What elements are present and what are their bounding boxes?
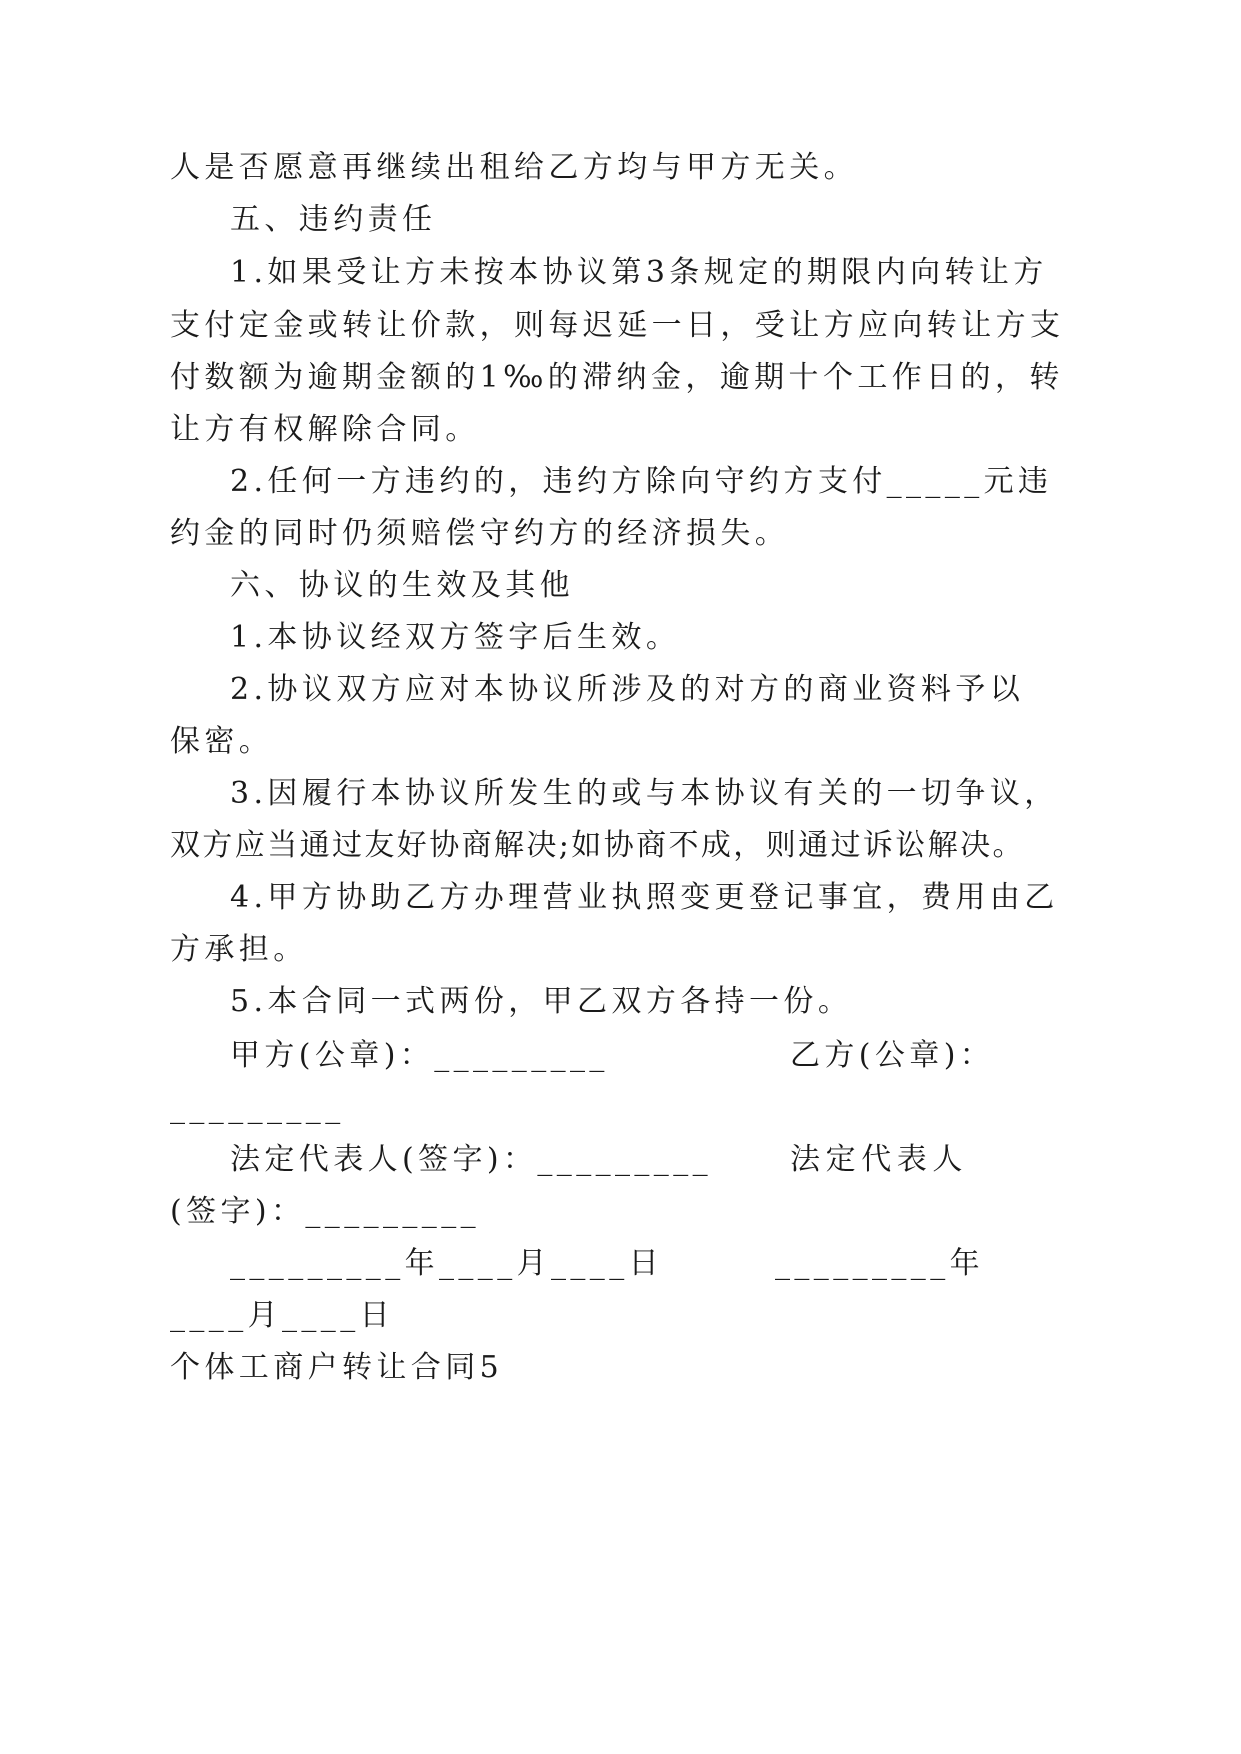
party-b-representative-sign: (签字)：_________: [170, 1194, 481, 1229]
clause-5-1-line-3: 付数额为逾期金额的1‰的滞纳金，逾期十个工作日的，转: [170, 360, 1064, 395]
party-a-representative: 法定代表人(签字)：_________: [230, 1142, 713, 1177]
party-a-seal: 甲方(公章)：_________: [230, 1038, 609, 1073]
clause-6-1: 1.本协议经双方签字后生效。: [230, 620, 681, 655]
clause-6-5: 5.本合同一式两份，甲乙双方各持一份。: [230, 984, 853, 1019]
clause-6-3-line-1: 3.因履行本协议所发生的或与本协议有关的一切争议，: [230, 776, 1059, 811]
clause-6-3-line-2: 双方应当通过友好协商解决;如协商不成，则通过诉讼解决。: [170, 828, 1025, 863]
party-b-representative: 法定代表人: [790, 1142, 968, 1177]
party-b-seal: 乙方(公章)：: [790, 1038, 995, 1073]
clause-5-2-line-2: 约金的同时仍须赔偿守约方的经济损失。: [170, 516, 790, 551]
party-a-date: _________年____月____日: [230, 1246, 663, 1281]
clause-5-1-line-1: 1.如果受让方未按本协议第3条规定的期限内向转让方: [230, 255, 1048, 290]
body-line-1: 人是否愿意再继续出租给乙方均与甲方无关。: [170, 150, 858, 185]
clause-5-1-line-4: 让方有权解除合同。: [170, 412, 480, 447]
party-b-date-year: _________年: [775, 1246, 984, 1281]
next-contract-title: 个体工商户转让合同5: [170, 1350, 504, 1385]
section-heading-effect: 六、协议的生效及其他: [230, 568, 574, 603]
clause-6-2-line-2: 保密。: [170, 724, 274, 759]
party-b-date-month-day: ____月____日: [170, 1298, 394, 1333]
clause-6-4-line-2: 方承担。: [170, 932, 308, 967]
party-b-seal-blank: _________: [170, 1090, 345, 1125]
section-heading-breach: 五、违约责任: [230, 202, 437, 237]
clause-5-2-line-1: 2.任何一方违约的，违约方除向守约方支付_____元违: [230, 464, 1053, 499]
clause-6-2-line-1: 2.协议双方应对本协议所涉及的对方的商业资料予以: [230, 672, 1025, 707]
clause-6-4-line-1: 4.甲方协助乙方办理营业执照变更登记事宜，费用由乙: [230, 880, 1059, 915]
clause-5-1-line-2: 支付定金或转让价款，则每迟延一日，受让方应向转让方支: [170, 308, 1065, 343]
